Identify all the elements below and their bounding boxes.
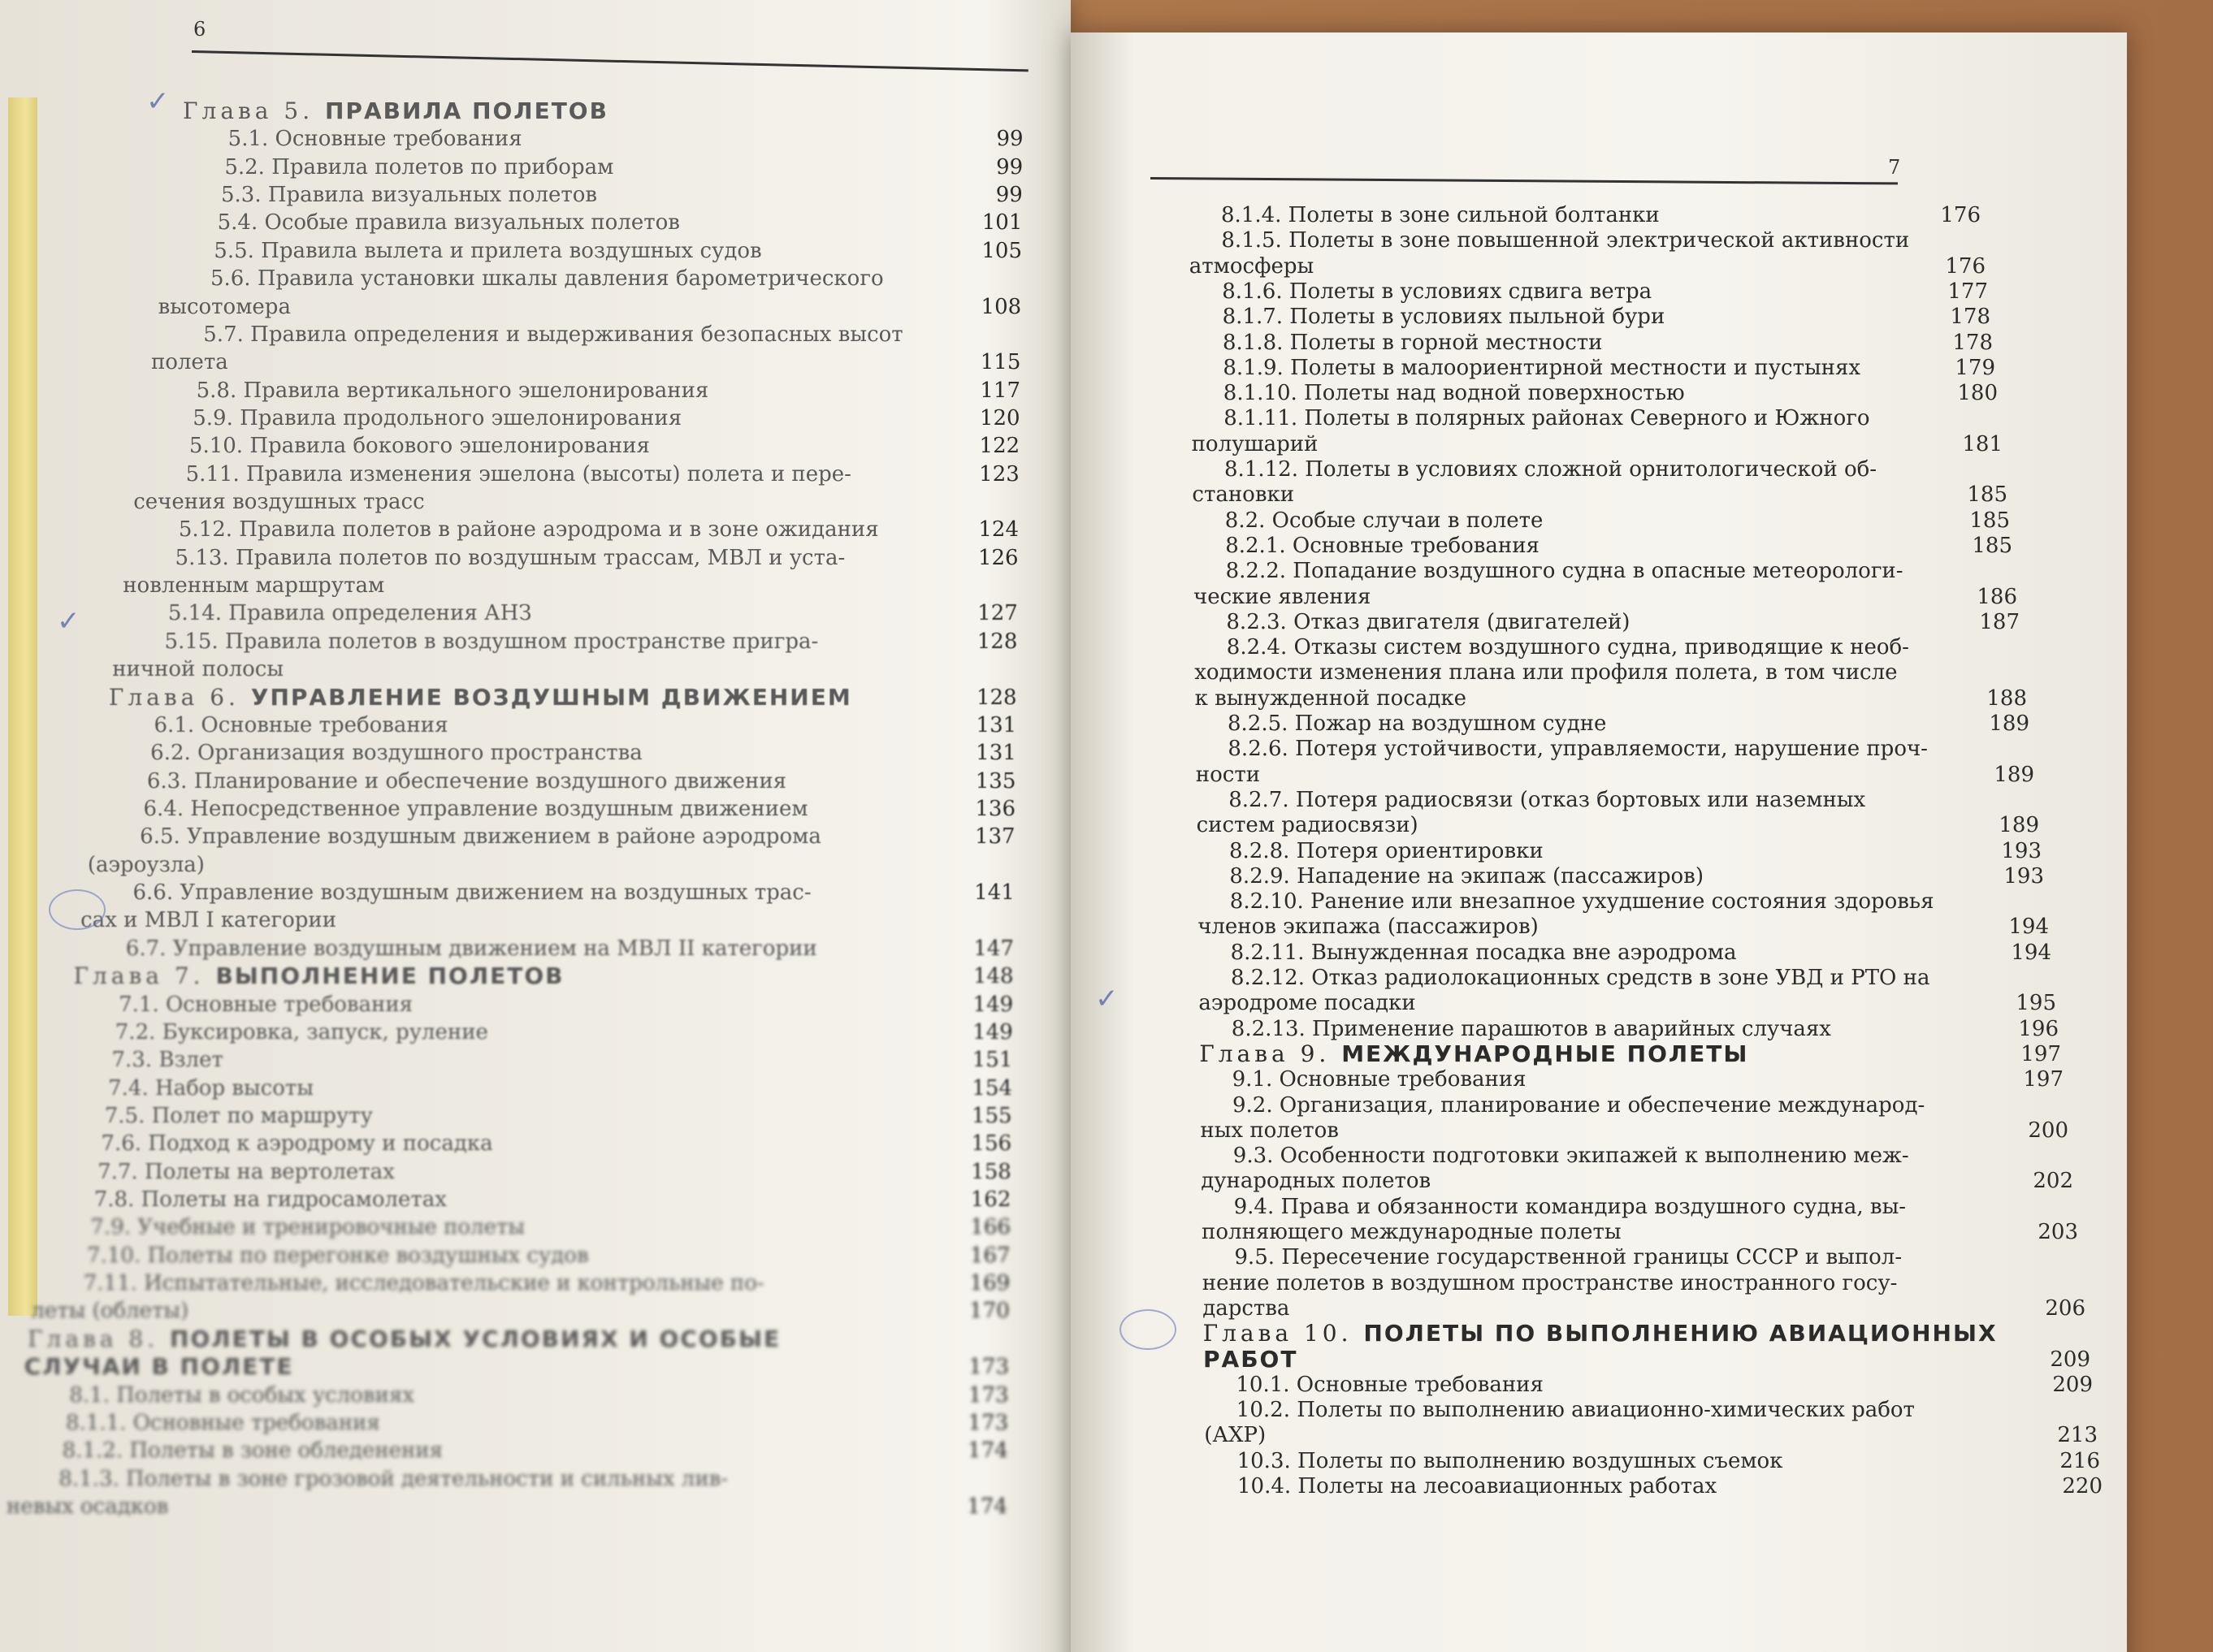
toc-entry bbox=[147, 769, 786, 794]
toc-entry-text: (АХР) bbox=[1204, 1423, 1267, 1448]
toc-entry-text: 8.1.9. Полеты в малоориентирной местности и пустынях bbox=[1223, 355, 1861, 380]
toc-entry-text: 5.11. Правила изменения эшелона (высоты) полета и пере- bbox=[185, 461, 851, 487]
toc-entry-text: 8.1.12. Полеты в условиях сложной орнитологической об- bbox=[1224, 457, 1877, 482]
toc-entry-text: аэродроме посадки bbox=[1198, 991, 1416, 1016]
toc-entry-text: 9.2. Организация, планирование и обеспечение международ- bbox=[1232, 1092, 1925, 1118]
toc-entry bbox=[1193, 585, 1371, 609]
chapter-heading bbox=[1203, 1321, 1998, 1347]
toc-page-number: 108 bbox=[981, 294, 1022, 319]
toc-entry-text: высотомера bbox=[158, 294, 291, 319]
toc-entry bbox=[87, 1243, 589, 1268]
toc-entry bbox=[1225, 534, 1540, 558]
toc-entry-text: 7.4. Набор высоты bbox=[108, 1075, 314, 1101]
toc-entry bbox=[1198, 991, 1415, 1015]
chapter-heading bbox=[109, 685, 852, 711]
toc-entry-text: к вынужденной посадке bbox=[1194, 685, 1466, 711]
toc-page-number: 185 bbox=[1967, 482, 2007, 508]
toc-entry bbox=[105, 1104, 373, 1128]
toc-entry-text: РАБОТ bbox=[1203, 1345, 1298, 1373]
toc-entry bbox=[165, 629, 819, 654]
toc-entry bbox=[179, 517, 879, 542]
toc-page-number: 220 bbox=[2062, 1474, 2103, 1498]
toc-entry bbox=[144, 797, 808, 821]
toc-entry bbox=[1204, 1423, 1266, 1447]
toc-entry bbox=[1224, 457, 1877, 482]
toc-entry-text: 5.15. Правила полетов в воздушном пространстве пригра- bbox=[164, 629, 819, 654]
toc-entry-text: 8.2.9. Нападение на экипаж (пассажиров) bbox=[1229, 863, 1704, 889]
toc-entry bbox=[1231, 966, 1929, 990]
toc-page-number: 126 bbox=[977, 545, 1019, 570]
toc-entry bbox=[1221, 203, 1660, 227]
toc-page-number: 196 bbox=[2018, 1016, 2059, 1041]
toc-entry-text: 6.7. Управление воздушным движением на МВЛ II категории bbox=[125, 936, 817, 961]
toc-entry-text: 8.2.5. Пожар на воздушном судне bbox=[1228, 711, 1607, 736]
toc-entry bbox=[111, 1048, 223, 1072]
toc-page-number: 189 bbox=[1989, 711, 2029, 736]
toc-entry-text: 5.2. Правила полетов по приборам bbox=[224, 154, 614, 179]
toc-entry-text: 8.2.2. Попадание воздушного судна в опасные метеорологи- bbox=[1225, 559, 1903, 584]
toc-page-number: 169 bbox=[969, 1271, 1011, 1296]
toc-page-number: 185 bbox=[1972, 533, 2012, 558]
toc-page-number: 173 bbox=[968, 1355, 1009, 1380]
toc-page-number: 115 bbox=[980, 350, 1021, 375]
toc-entry bbox=[1232, 1093, 1925, 1118]
toc-entry bbox=[1232, 1067, 1527, 1092]
toc-page-number: 173 bbox=[968, 1382, 1009, 1408]
toc-entry-text: ничной полосы bbox=[112, 657, 284, 682]
toc-entry-text: 7.11. Испытательные, исследовательские и контрольные по- bbox=[83, 1271, 764, 1296]
toc-entry-text: 5.13. Правила полетов по воздушным трассам, МВЛ и уста- bbox=[175, 545, 846, 570]
toc-entry bbox=[1229, 839, 1544, 863]
toc-entry-text: 7.5. Полет по маршруту bbox=[104, 1103, 373, 1128]
toc-entry bbox=[1202, 1220, 1622, 1244]
toc-page-number: 178 bbox=[1950, 305, 1990, 330]
toc-page-number: 117 bbox=[980, 378, 1020, 403]
toc-page-number: 124 bbox=[978, 517, 1019, 543]
toc-entry-text: 5.9. Правила продольного эшелонирования bbox=[193, 405, 682, 430]
toc-page-number: 154 bbox=[972, 1075, 1012, 1101]
toc-entry bbox=[31, 1299, 188, 1323]
toc-entry-text: 8.1.1. Основные требования bbox=[66, 1410, 380, 1435]
toc-entry-text: 7.1. Основные требования bbox=[119, 992, 414, 1017]
toc-entry-text: 7.7. Полеты на вертолетах bbox=[97, 1159, 395, 1184]
toc-entry bbox=[221, 183, 597, 207]
toc-entry-text: атмосферы bbox=[1189, 253, 1314, 279]
toc-entry bbox=[1223, 381, 1685, 405]
checkmark-icon: ✓ bbox=[146, 85, 170, 118]
toc-entry-text: 8.2.1. Основные требования bbox=[1225, 533, 1540, 558]
toc-entry bbox=[1201, 1169, 1431, 1193]
toc-entry bbox=[1225, 508, 1544, 533]
toc-entry bbox=[66, 1411, 380, 1435]
toc-entry-text: невых осадков bbox=[6, 1494, 169, 1519]
toc-entry-text: 5.8. Правила вертикального эшелонирования bbox=[196, 378, 709, 403]
toc-entry bbox=[1195, 686, 1466, 711]
toc-entry bbox=[1221, 228, 1909, 253]
toc-entry bbox=[1202, 1296, 1289, 1321]
toc-page-number: 202 bbox=[2033, 1169, 2073, 1194]
toc-entry-text: сах и МВЛ I категории bbox=[80, 908, 337, 933]
toc-entry bbox=[1197, 915, 1539, 939]
toc-page-number: 156 bbox=[971, 1131, 1012, 1157]
toc-page-number: 194 bbox=[2011, 940, 2051, 965]
toc-page-number: 173 bbox=[968, 1410, 1009, 1435]
toc-entry bbox=[63, 1438, 443, 1463]
right-page-number: 7 bbox=[1888, 156, 1901, 179]
toc-entry bbox=[1237, 1449, 1783, 1473]
toc-entry bbox=[1230, 889, 1934, 914]
checkmark-icon: ✓ bbox=[1095, 983, 1119, 1015]
toc-entry-text: 8.2.8. Потеря ориентировки bbox=[1229, 838, 1544, 863]
toc-entry bbox=[1231, 941, 1737, 965]
toc-entry bbox=[186, 462, 851, 487]
toc-page-number: 167 bbox=[969, 1243, 1011, 1268]
toc-entry-text: полета bbox=[150, 350, 228, 375]
toc-entry bbox=[1192, 482, 1294, 507]
toc-page-number: 162 bbox=[970, 1187, 1011, 1213]
toc-page-number: 120 bbox=[979, 405, 1020, 430]
toc-entry bbox=[214, 239, 761, 263]
toc-entry-text: 5.3. Правила визуальных полетов bbox=[220, 183, 598, 208]
toc-entry bbox=[154, 713, 448, 737]
toc-entry-text: ходимости изменения плана или профиля полета, в том числе bbox=[1194, 660, 1898, 685]
toc-entry-text: дународных полетов bbox=[1201, 1169, 1431, 1194]
toc-entry-text: 5.7. Правила определения и выдерживания безопасных высот bbox=[203, 322, 903, 347]
toc-page-number: 137 bbox=[974, 824, 1016, 850]
toc-entry bbox=[197, 378, 709, 403]
toc-entry-text: 10.3. Полеты по выполнению воздушных съемок bbox=[1236, 1448, 1783, 1473]
toc-entry-text: 8.1.11. Полеты в полярных районах Северного и Южного bbox=[1223, 406, 1870, 431]
toc-entry bbox=[1234, 1245, 1902, 1269]
toc-page-number: 186 bbox=[1977, 584, 2017, 609]
toc-entry bbox=[1222, 279, 1652, 304]
toc-entry bbox=[168, 601, 532, 625]
toc-page-number: 174 bbox=[967, 1494, 1007, 1519]
toc-page-number: 189 bbox=[1994, 762, 2034, 787]
toc-entry-text: 9.4. Права и обязанности командира воздушного судна, вы- bbox=[1233, 1194, 1907, 1219]
toc-entry bbox=[175, 546, 846, 570]
toc-entry-text: 7.10. Полеты по перегонке воздушных судов bbox=[87, 1243, 589, 1268]
toc-entry bbox=[115, 1020, 488, 1044]
toc-entry-text: 8.2.12. Отказ радиолокационных средств в зоне УВД и РТО на bbox=[1231, 966, 1930, 990]
toc-entry-text: становки bbox=[1192, 482, 1295, 508]
toc-entry-text: 9.1. Основные требования bbox=[1232, 1067, 1527, 1092]
toc-page-number: 170 bbox=[969, 1299, 1010, 1324]
toc-page-number: 185 bbox=[1969, 508, 2010, 533]
toc-entry-text: 8.2. Особые случаи в полете bbox=[1224, 508, 1544, 533]
toc-entry-text: 8.2.7. Потеря радиосвязи (отказ бортовых или наземных bbox=[1228, 787, 1866, 812]
toc-page-number: 180 bbox=[1957, 381, 1998, 406]
toc-entry-text: 8.2.10. Ранение или внезапное ухудшение состояния здоровья bbox=[1229, 889, 1934, 915]
toc-page-number: 176 bbox=[1940, 203, 1981, 227]
toc-entry-text: 7.6. Подход к аэродрому и посадка bbox=[101, 1131, 493, 1157]
toc-entry-text: 6.1. Основные требования bbox=[154, 712, 448, 737]
left-page-number: 6 bbox=[193, 18, 206, 41]
toc-entry-text: ности bbox=[1195, 762, 1261, 787]
chapter-heading bbox=[1203, 1347, 1297, 1373]
toc-entry bbox=[158, 295, 291, 319]
toc-entry bbox=[1192, 432, 1319, 456]
toc-entry bbox=[224, 155, 613, 179]
toc-entry-text: 10.2. Полеты по выполнению авиационно-химических работ bbox=[1236, 1398, 1915, 1423]
toc-page-number: 197 bbox=[2020, 1041, 2061, 1066]
toc-entry bbox=[1226, 559, 1903, 583]
toc-page-number: 187 bbox=[1979, 609, 2020, 634]
header-rule bbox=[1150, 177, 1898, 184]
toc-entry bbox=[69, 1383, 414, 1408]
toc-entry bbox=[1228, 788, 1865, 812]
toc-entry bbox=[88, 853, 205, 877]
toc-page-number: 176 bbox=[1945, 253, 1986, 279]
toc-entry-text: 9.3. Особенности подготовки экипажей к выполнению меж- bbox=[1232, 1144, 1909, 1169]
pen-circle-mark bbox=[49, 889, 106, 930]
toc-entry-text: 8.2.3. Отказ двигателя (двигателей) bbox=[1226, 609, 1631, 634]
toc-page-number: 151 bbox=[972, 1048, 1013, 1073]
toc-entry-text: полушарий bbox=[1191, 431, 1319, 456]
toc-entry bbox=[1223, 356, 1860, 380]
toc-entry bbox=[1194, 660, 1897, 685]
toc-entry-text: 8.1. Полеты в особых условиях bbox=[69, 1382, 414, 1408]
toc-entry-text: 5.5. Правила вылета и прилета воздушных судов bbox=[214, 238, 762, 263]
toc-entry-text: Глава 5. ПРАВИЛА ПОЛЕТОВ bbox=[183, 97, 608, 124]
toc-entry bbox=[1227, 635, 1909, 660]
toc-entry bbox=[90, 1215, 525, 1239]
toc-page-number: 131 bbox=[976, 741, 1016, 766]
toc-entry bbox=[94, 1187, 447, 1212]
toc-entry-text: 7.8. Полеты на гидросамолетах bbox=[93, 1187, 447, 1213]
toc-entry bbox=[1202, 1271, 1898, 1295]
toc-entry-text: 6.5. Управление воздушным движением в районе аэродрома bbox=[140, 824, 821, 850]
toc-entry-text: 8.1.10. Полеты над водной поверхностью bbox=[1223, 381, 1685, 406]
toc-page-number: 179 bbox=[1955, 355, 1995, 380]
toc-entry bbox=[1197, 813, 1418, 837]
toc-entry bbox=[193, 406, 682, 430]
toc-entry-text: 5.4. Особые правила визуальных полетов bbox=[217, 210, 680, 236]
toc-page-number: 193 bbox=[2001, 838, 2042, 863]
toc-entry bbox=[1228, 737, 1928, 761]
toc-page-number: 136 bbox=[975, 797, 1016, 821]
toc-page-number: 197 bbox=[2023, 1067, 2064, 1092]
toc-entry-text: 6.4. Непосредственное управление воздушным движением bbox=[143, 797, 808, 821]
toc-entry bbox=[151, 350, 228, 374]
toc-entry-text: 8.2.4. Отказы систем воздушного судна, приводящие к необ- bbox=[1226, 635, 1909, 660]
toc-entry-text: леты (облеты) bbox=[31, 1299, 189, 1324]
toc-entry bbox=[1226, 610, 1630, 634]
toc-entry-text: 8.1.3. Полеты в зоне грозовой деятельности и сильных лив- bbox=[58, 1466, 729, 1491]
toc-page-number: 128 bbox=[977, 629, 1018, 654]
toc-page-number: 158 bbox=[971, 1159, 1011, 1184]
toc-entry-text: 9.5. Пересечение государственной границы СССР и выпол- bbox=[1234, 1245, 1903, 1270]
toc-entry-text: 8.1.2. Полеты в зоне обледенения bbox=[62, 1438, 444, 1464]
toc-entry bbox=[140, 824, 821, 849]
toc-entry bbox=[108, 1076, 314, 1101]
toc-entry-text: 10.1. Основные требования bbox=[1236, 1372, 1544, 1397]
toc-entry bbox=[97, 1160, 395, 1184]
toc-entry-text: 7.2. Буксировка, запуск, руление bbox=[115, 1019, 488, 1044]
toc-entry bbox=[126, 936, 817, 961]
toc-entry bbox=[133, 490, 424, 514]
chapter-heading bbox=[24, 1355, 294, 1380]
toc-entry bbox=[101, 1131, 492, 1156]
pen-circle-mark bbox=[1119, 1309, 1176, 1350]
toc-entry bbox=[203, 322, 903, 347]
toc-page-number: 177 bbox=[1947, 279, 1988, 304]
toc-entry-text: 8.2.13. Применение парашютов в аварийных случаях bbox=[1231, 1016, 1831, 1041]
toc-entry bbox=[1237, 1474, 1717, 1498]
toc-entry-text: нение полетов в воздушном пространстве иностранного госу- bbox=[1202, 1270, 1898, 1295]
toc-entry-text: 5.1. Основные требования bbox=[227, 127, 522, 152]
toc-entry-text: ческие явления bbox=[1193, 584, 1371, 609]
toc-entry-text: 5.6. Правила установки шкалы давления барометрического bbox=[210, 266, 884, 292]
toc-entry bbox=[1223, 331, 1602, 355]
toc-entry bbox=[189, 434, 650, 458]
toc-entry-text: 6.6. Управление воздушным движением на воздушных трас- bbox=[132, 880, 812, 906]
toc-entry bbox=[1189, 254, 1314, 279]
toc-page-number: 131 bbox=[976, 712, 1017, 737]
bookmark-ribbon bbox=[8, 97, 37, 1316]
toc-page-number: 149 bbox=[972, 992, 1014, 1017]
toc-page-number: 193 bbox=[2003, 863, 2044, 889]
chapter-heading bbox=[28, 1327, 781, 1352]
header-rule bbox=[192, 50, 1029, 71]
toc-entry bbox=[218, 210, 680, 235]
toc-entry bbox=[1232, 1017, 1831, 1041]
toc-entry-text: 5.10. Правила бокового эшелонирования bbox=[188, 434, 650, 459]
toc-entry-text: сечения воздушных трасс bbox=[133, 490, 425, 515]
toc-entry bbox=[1228, 711, 1606, 736]
toc-entry-text: систем радиосвязи) bbox=[1196, 813, 1418, 838]
toc-page-number: 122 bbox=[979, 434, 1020, 459]
toc-page-number: 189 bbox=[1999, 813, 2039, 838]
toc-entry-text: 8.2.11. Вынужденная посадка вне аэродрома bbox=[1230, 940, 1737, 965]
toc-entry-text: 8.1.5. Полеты в зоне повышенной электрической активности bbox=[1221, 228, 1910, 253]
toc-entry bbox=[119, 992, 413, 1017]
toc-page-number: 209 bbox=[2052, 1372, 2093, 1397]
toc-page-number: 194 bbox=[2008, 915, 2049, 940]
toc-entry bbox=[1223, 305, 1665, 329]
toc-entry-text: 8.2.6. Потеря устойчивости, управляемости, нарушение проч- bbox=[1228, 737, 1928, 762]
toc-entry-text: 8.1.4. Полеты в зоне сильной болтанки bbox=[1221, 203, 1660, 227]
toc-entry bbox=[112, 657, 284, 681]
toc-entry bbox=[84, 1271, 764, 1295]
toc-entry-text: 6.3. Планирование и обеспечение воздушного движения bbox=[146, 768, 787, 794]
toc-entry-text: 7.9. Учебные и тренировочные полеты bbox=[90, 1215, 526, 1240]
toc-page-number: 99 bbox=[995, 183, 1023, 208]
chapter-heading bbox=[183, 99, 608, 124]
toc-page-number: 188 bbox=[1986, 685, 2027, 711]
toc-entry bbox=[1200, 1118, 1339, 1143]
toc-entry bbox=[80, 908, 336, 932]
toc-page-number: 135 bbox=[975, 768, 1016, 794]
toc-page-number: 105 bbox=[981, 238, 1022, 263]
toc-entry-text: членов экипажа (пассажиров) bbox=[1197, 915, 1539, 940]
toc-page-number: 174 bbox=[968, 1438, 1008, 1464]
toc-page-number: 99 bbox=[996, 127, 1024, 152]
toc-entry bbox=[1236, 1398, 1915, 1422]
checkmark-icon: ✓ bbox=[57, 605, 80, 638]
toc-entry bbox=[150, 741, 643, 765]
toc-page-number: 203 bbox=[2038, 1220, 2078, 1244]
toc-entry-text: 8.1.6. Полеты в условиях сдвига ветра bbox=[1222, 279, 1652, 304]
toc-page-number: 206 bbox=[2045, 1295, 2085, 1321]
toc-entry bbox=[1234, 1195, 1906, 1219]
toc-page-number: 123 bbox=[979, 461, 1020, 487]
toc-page-number: 216 bbox=[2059, 1448, 2100, 1473]
toc-page-number: 200 bbox=[2028, 1118, 2068, 1143]
toc-page-number: 195 bbox=[2016, 991, 2056, 1016]
toc-entry-text: СЛУЧАИ В ПОЛЕТЕ bbox=[24, 1353, 294, 1381]
toc-entry-text: полняющего международные полеты bbox=[1202, 1220, 1622, 1244]
toc-entry bbox=[123, 573, 384, 598]
toc-entry bbox=[132, 880, 811, 905]
toc-entry bbox=[228, 127, 522, 151]
toc-entry bbox=[58, 1467, 728, 1491]
toc-entry bbox=[1236, 1373, 1544, 1397]
toc-entry-text: 5.12. Правила полетов в районе аэродрома и в зоне ожидания bbox=[178, 517, 879, 543]
toc-page-number: 213 bbox=[2057, 1423, 2098, 1448]
toc-entry-text: 5.14. Правила определения АНЗ bbox=[167, 601, 532, 626]
toc-entry bbox=[1229, 864, 1704, 889]
toc-entry bbox=[210, 266, 884, 291]
toc-entry-text: Глава 6. УПРАВЛЕНИЕ ВОЗДУШНЫМ ДВИЖЕНИЕМ bbox=[108, 683, 852, 711]
toc-page-number: 127 bbox=[977, 601, 1018, 626]
toc-entry bbox=[6, 1494, 168, 1519]
toc-entry-text: Глава 10. ПОЛЕТЫ ПО ВЫПОЛНЕНИЮ АВИАЦИОННЫХ bbox=[1202, 1320, 1998, 1347]
toc-entry-text: 10.4. Полеты на лесоавиационных работах bbox=[1237, 1474, 1717, 1498]
toc-entry-text: 8.1.7. Полеты в условиях пыльной бури bbox=[1222, 305, 1665, 330]
toc-page-number: 181 bbox=[1962, 431, 2003, 456]
toc-entry-text: 8.1.8. Полеты в горной местности bbox=[1223, 330, 1603, 355]
toc-page-number: 101 bbox=[981, 210, 1023, 236]
right-page bbox=[1071, 32, 2127, 1652]
toc-page-number: 149 bbox=[972, 1019, 1013, 1044]
toc-page-number: 148 bbox=[972, 964, 1014, 989]
toc-entry-text: Глава 9. МЕЖДУНАРОДНЫЕ ПОЛЕТЫ bbox=[1199, 1040, 1749, 1067]
toc-page-number: 99 bbox=[996, 154, 1024, 179]
chapter-heading bbox=[73, 964, 564, 989]
toc-entry-text: (аэроузла) bbox=[87, 852, 205, 877]
toc-page-number: 128 bbox=[976, 685, 1017, 710]
toc-entry bbox=[1196, 763, 1260, 787]
left-page bbox=[0, 0, 1071, 1652]
toc-entry bbox=[1233, 1144, 1909, 1168]
toc-entry-text: новленным маршрутам bbox=[123, 573, 385, 599]
toc-entry-text: 7.3. Взлет bbox=[111, 1048, 223, 1073]
toc-entry-text: Глава 7. ВЫПОЛНЕНИЕ ПОЛЕТОВ bbox=[73, 962, 565, 990]
toc-page-number: 141 bbox=[974, 880, 1015, 906]
toc-page-number: 178 bbox=[1952, 330, 1993, 355]
toc-entry-text: ных полетов bbox=[1200, 1118, 1339, 1143]
toc-page-number: 166 bbox=[970, 1215, 1011, 1240]
toc-entry bbox=[1223, 406, 1869, 430]
toc-page-number: 209 bbox=[2050, 1347, 2090, 1372]
chapter-heading bbox=[1199, 1042, 1748, 1067]
toc-entry-text: Глава 8. ПОЛЕТЫ В ОСОБЫХ УСЛОВИЯХ И ОСОБЫЕ bbox=[28, 1325, 782, 1352]
toc-entry-text: дарства bbox=[1202, 1295, 1290, 1321]
toc-page-number: 155 bbox=[971, 1103, 1012, 1128]
toc-entry-text: 6.2. Организация воздушного пространства bbox=[150, 741, 643, 766]
toc-page-number: 147 bbox=[973, 936, 1014, 961]
